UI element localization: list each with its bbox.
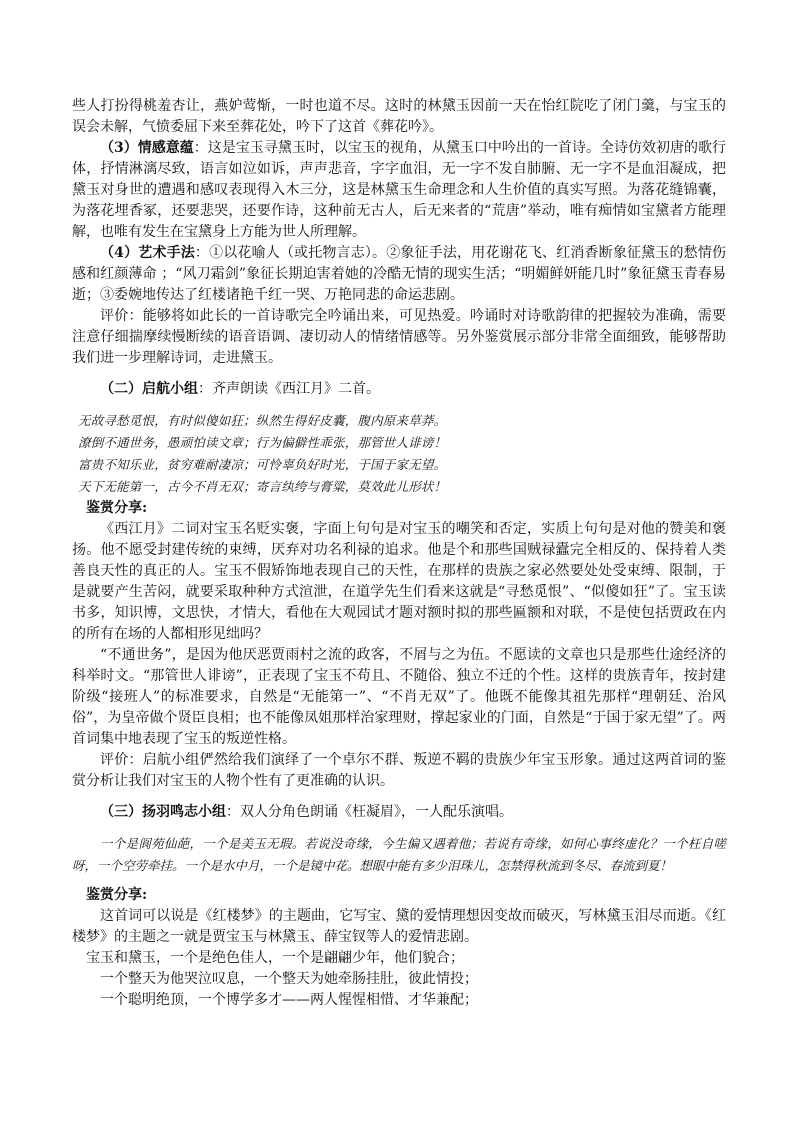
text-art: ：①以花喻人（或托物言志）。②象征手法，用花谢花飞、红消香断象征黛玉的愁情伤感和红颜薄命 ；“风刀霜剑”象征长期迫害着她的冷酷无情的现实生活；“明媚鲜妍能几时”象征黛玉青春易逝；③委婉地传达了红楼诸艳千红一哭、万艳同悲的命运悲剧。 bbox=[72, 245, 727, 303]
paragraph-emotion bbox=[72, 138, 726, 243]
paragraph-intro: 些人打扮得桃羞杏让，燕妒莺惭，一时也道不尽。这时的林黛玉因前一天在怡红院吃了闭门羹，与宝玉的误会未解，气愤委屈下来至葬花处，吟下了这首《葬花吟》。 bbox=[72, 98, 726, 135]
text-emotion: ：这是宝玉寻黛玉时，以宝玉的视角，从黛玉口中吟出的一首诗。全诗仿效初唐的歌行体，抒情淋漓尽致，语言如泣如诉，声声悲音，字字血泪，无一字不发自肺腑、无一字不是血泪凝成，把黛玉对身世的遭遇和感叹表现得入木三分，这是林黛玉生命理念和人生价值的真实写照。为落花缝锦囊，为落花埋香冢，还要悲哭，还要作诗，这种前无古人，后无来者的“荒唐”举动，唯有痴情如宝黛者方能理解，也唯有发生在宝黛身上方能为世人所理解。 bbox=[72, 140, 726, 240]
heading-emotion: （3）情感意蕴 bbox=[100, 140, 194, 156]
list-item: 一个聪明绝顶，一个博学多才——两人惺惺相惜、才华兼配； bbox=[100, 992, 478, 1008]
document-page bbox=[72, 96, 726, 1011]
text-qihang: ：齐声朗读《西江月》二首。 bbox=[198, 381, 380, 397]
poem-line: 无故寻愁觅恨，有时似傻如狂；纵然生得好皮囊，腹内原来草莽。 bbox=[78, 413, 447, 428]
paragraph-art bbox=[72, 243, 726, 306]
poem-wangningmei: 一个是阆苑仙葩，一个是美玉无瑕。若说没奇缘，今生偏又遇着他；若说有奇缘，如何心事终虚化？一个枉自嗟呀，一个空劳牵挂。一个是水中月，一个是镜中花。想眼中能有多少泪珠儿，怎禁得秋流到冬尽、春流到夏！ bbox=[72, 836, 726, 873]
list-item: 一个整天为他哭泣叹息，一个整天为她牵肠挂肚，彼此情投； bbox=[100, 971, 478, 987]
list-item: 宝玉和黛玉，一个是绝色佳人，一个是翩翩少年，他们貌合； bbox=[86, 950, 464, 966]
poem-line: 富贵不知乐业，贫穷难耐凄凉；可怜辜负好时光，于国于家无望。 bbox=[78, 457, 447, 472]
heading-qihang: （二）启航小组 bbox=[100, 381, 198, 397]
heading-yangyu: （三）扬羽鸣志小组 bbox=[100, 804, 226, 820]
share-label-2: 鉴赏分享: bbox=[86, 887, 148, 903]
paragraph-xijiangyue-1: 《西江月》二词对宝玉名贬实褒，字面上句句是对宝玉的嘲笑和否定，实质上句句是对他的赞美和褒扬。他不愿受封建传统的束缚，厌弃对功名利禄的追求。他是个和那些国贼禄蠹完全相反的、保持着人类善良天性的真正的人。宝玉不假矫饰地表现自己的天性，在那样的贵族之家必然要处处受束缚、限制，于是就要产生苦闷，就要采取种种方式渲泄，在道学先生们看来这就是“寻愁觅恨”、“似傻如狂”了。宝玉读书多，知识博，文思快，才情大，看他在大观园试才题对额时拟的那些匾额和对联，不是使包括贾政在内的所有在场的人都相形见绌吗？ bbox=[72, 521, 726, 642]
poem-line: 潦倒不通世务，愚顽怕读文章；行为偏僻性乖张，那管世人诽谤！ bbox=[78, 435, 447, 450]
share-label: 鉴赏分享: bbox=[86, 500, 148, 516]
section-heading-yangyu bbox=[72, 802, 726, 823]
paragraph-wangningmei: 这首词可以说是《红楼梦》的主题曲，它写宝、黛的爱情理想因变故而破灭，写林黛玉泪尽而逝。《红楼梦》的主题之一就是贾宝玉与林黛玉、薛宝钗等人的爱情悲剧。 bbox=[72, 908, 726, 945]
poem-xijiangyue bbox=[72, 410, 726, 498]
review-2: 评价：启航小组俨然给我们演绎了一个卓尔不群、叛逆不羁的贵族少年宝玉形象。通过这两首词的鉴赏分析让我们对宝玉的人物个性有了更准确的认识。 bbox=[72, 752, 726, 789]
paragraph-xijiangyue-2: “不通世务”，是因为他厌恶贾雨村之流的政客，不屑与之为伍。不愿读的文章也只是那些仕途经济的科举时文。“那管世人诽谤”，正表现了宝玉不苟且、不随俗、独立不迁的个性。这样的贵族青年，按封建阶级“接班人”的标准要求，自然是“无能第一”、“不肖无双”了。他既不能像其祖先那样“理朝廷、治风俗”，为皇帝做个贤臣良相；也不能像凤姐那样治家理财，撑起家业的门面，自然是“于国于家无望”了。两首词集中地表现了宝玉的叛逆性格。 bbox=[72, 647, 726, 747]
poem-line: 天下无能第一，古今不肖无双；寄言纨绔与膏粱，莫效此儿形状！ bbox=[78, 479, 447, 494]
text-yangyu: ：双人分角色朗诵《枉凝眉》，一人配乐演唱。 bbox=[226, 804, 513, 820]
review-1: 评价：能够将如此长的一首诗歌完全吟诵出来，可见热爱。吟诵时对诗歌韵律的把握较为准确，需要注意仔细揣摩续慢断续的语音语调、凄切动人的情绪情感等。另外鉴赏展示部分非常全面细致，能够帮助我们进一步理解诗词，走进黛玉。 bbox=[72, 308, 726, 366]
section-heading-qihang bbox=[72, 379, 726, 400]
heading-art: （4）艺术手法 bbox=[100, 245, 195, 261]
